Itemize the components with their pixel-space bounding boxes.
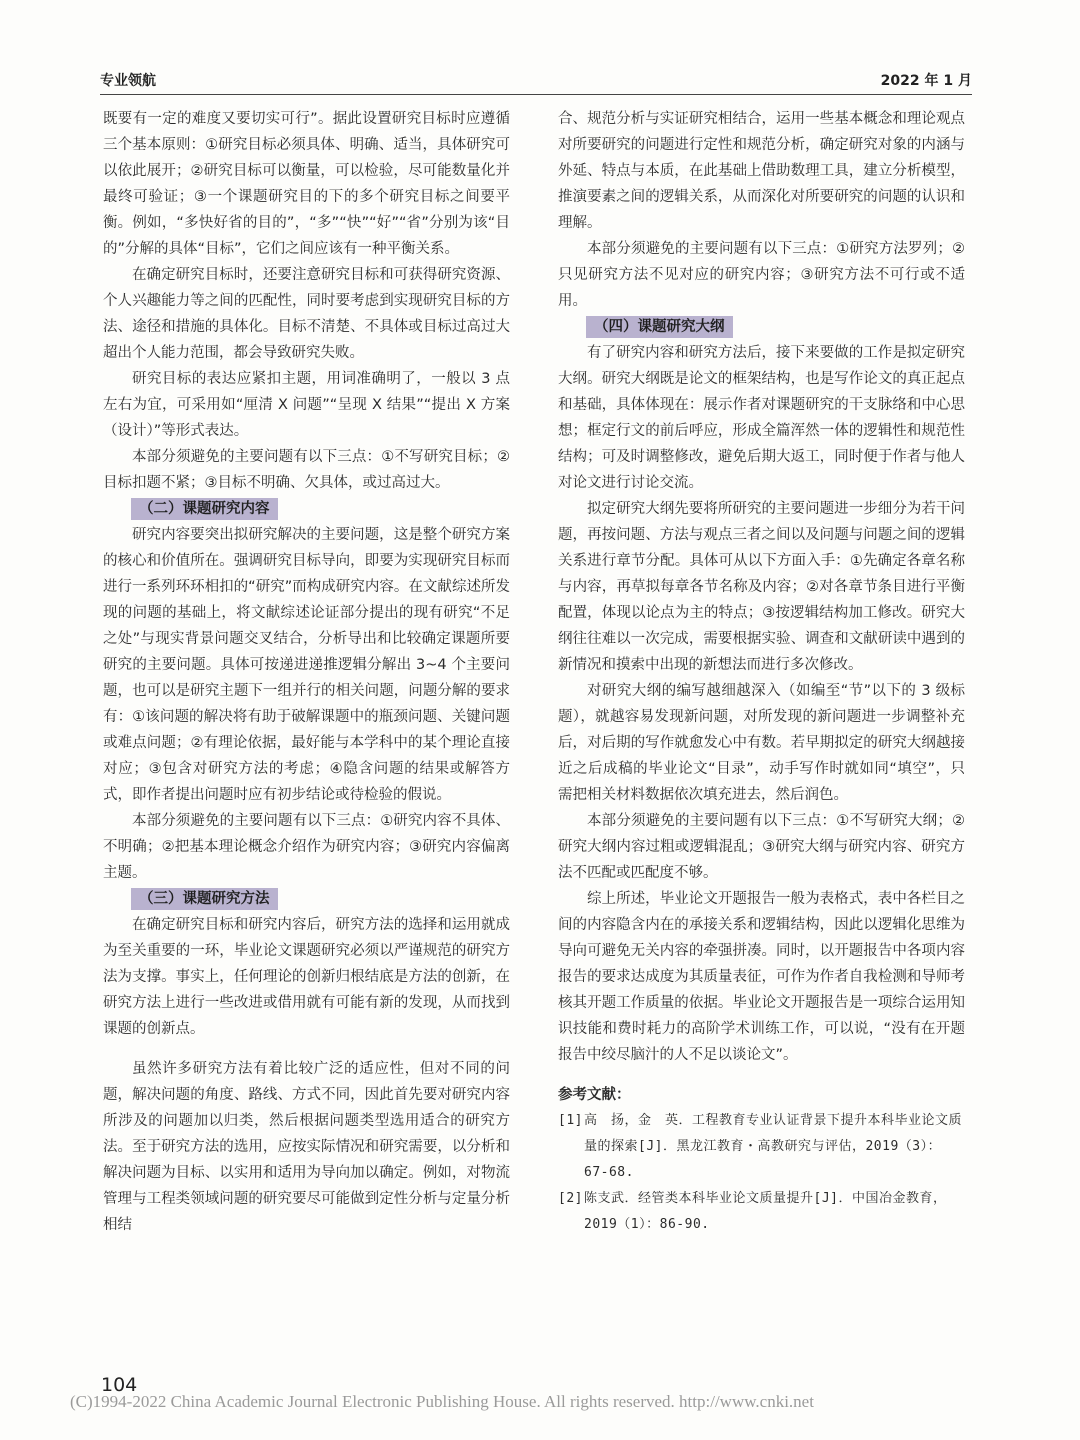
paragraph: 在确定研究目标和研究内容后，研究方法的选择和运用就成为至关重要的一环，毕业论文课题研究必须以严谨规范的研究方法为支撑。事实上，任何理论的创新归根结底是方法的创新，在研究方法上进行一些改进或借用就有可能有新的发现，从而找到课题的创新点。 bbox=[103, 917, 510, 1037]
section-heading-research-method: （三）课题研究方法 bbox=[131, 888, 278, 910]
paragraph: 本部分须避免的主要问题有以下三点：①研究方法罗列；②只见研究方法不见对应的研究内容；③研究方法不可行或不适用。 bbox=[558, 241, 965, 309]
right-column bbox=[558, 106, 965, 1238]
reference-item bbox=[558, 1186, 965, 1238]
running-header bbox=[100, 66, 972, 90]
paragraph: 研究内容要突出拟研究解决的主要问题，这是整个研究方案的核心和价值所在。强调研究目标导向，即要为实现研究目标而进行一系列环环相扣的“研究”而构成研究内容。在文献综述所发现的问题的基础上，将文献综述论证部分提出的现有研究“不足之处”与现实背景问题交叉结合，分析导出和比较确定课题所要研究的主要问题。具体可按递进递推逻辑分解出 3~4 个主要问题，也可以是研究主题下一组并行的相关问题，问题分解的要求有：①该问题的解决将有助于破解课题中的瓶颈问题、关键问题或难点问题；②有理论依据，最好能与本学科中的某个理论直接对应；③包含对研究方法的考虑；④隐含问题的结果或解答方式，即作者提出问题时应有初步结论或待检验的假说。 bbox=[103, 527, 510, 803]
left-column bbox=[103, 106, 510, 1238]
issue-date: 2022 年 1 月 bbox=[880, 73, 972, 89]
paragraph-spacer bbox=[558, 1068, 965, 1082]
paragraph: 研究目标的表达应紧扣主题，用词准确明了，一般以 3 点左右为宜，可采用如“厘清 X 问题”“呈现 X 结果”“提出 X 方案（设计）”等形式表达。 bbox=[103, 371, 510, 439]
paragraph: 虽然许多研究方法有着比较广泛的适应性，但对不同的问题，解决问题的角度、路线、方式不同，因此首先要对研究内容所涉及的问题加以归类，然后根据问题类型选用适合的研究方法。至于研究方法的选用，应按实际情况和研究需要，以分析和解决问题为目标、以实用和适用为导向加以确定。例如，对物流管理与工程类领域问题的研究要尽可能做到定性分析与定量分析相结 bbox=[103, 1061, 510, 1233]
reference-number: [1] bbox=[558, 1113, 583, 1128]
page-number: 104 bbox=[101, 1374, 138, 1396]
paragraph: 拟定研究大纲先要将所研究的主要问题进一步细分为若干问题，再按问题、方法与观点三者之间以及问题与问题之间的逻辑关系进行章节分配。具体可从以下方面入手：①先确定各章名称与内容，再草拟每章各节名称及内容；②对各章节条目进行平衡配置，体现以论点为主的特点；③按逻辑结构加工修改。研究大纲往往难以一次完成，需要根据实验、调查和文献研读中遇到的新情况和摸索中出现的新想法而进行多次修改。 bbox=[558, 501, 965, 673]
paragraph: 综上所述，毕业论文开题报告一般为表格式，表中各栏目之间的内容隐含内在的承接关系和逻辑结构，因此以逻辑化思维为导向可避免无关内容的牵强拼凑。同时，以开题报告中各项内容报告的要求达成度为其质量表征，可作为作者自我检测和导师考核其开题工作质量的依据。毕业论文开题报告是一项综合运用知识技能和费时耗力的高阶学术训练工作，可以说，“没有在开题报告中绞尽脑汁的人不足以谈论文”。 bbox=[558, 891, 965, 1063]
reference-number: [2] bbox=[558, 1191, 583, 1206]
copyright-watermark: (C)1994-2022 China Academic Journal Electronic Publishing House. All rights reserved. http://www.cnki.net bbox=[70, 1392, 814, 1411]
paragraph: 本部分须避免的主要问题有以下三点：①不写研究大纲；②研究大纲内容过粗或逻辑混乱；③研究大纲与研究内容、研究方法不匹配或匹配度不够。 bbox=[558, 813, 965, 881]
paragraph: 在确定研究目标时，还要注意研究目标和可获得研究资源、个人兴趣能力等之间的匹配性，同时要考虑到实现研究目标的方法、途径和措施的具体化。目标不清楚、不具体或目标过高过大超出个人能力范围，都会导致研究失败。 bbox=[103, 267, 510, 361]
section-heading-research-outline: （四）课题研究大纲 bbox=[586, 316, 733, 338]
paragraph: 合、规范分析与实证研究相结合，运用一些基本概念和理论观点对所要研究的问题进行定性和规范分析，确定研究对象的内涵与外延、特点与本质，在此基础上借助数理工具，建立分析模型，推演要素之间的逻辑关系，从而深化对所要研究的问题的认识和理解。 bbox=[558, 111, 965, 231]
journal-section-title: 专业领航 bbox=[100, 73, 156, 89]
paragraph: 既要有一定的难度又要切实可行”。据此设置研究目标时应遵循三个基本原则：①研究目标必须具体、明确、适当，具体研究可以依此展开；②研究目标可以衡量，可以检验，尽可能数量化并最终可验证；③一个课题研究目的下的多个研究目标之间要平衡。例如，“多快好省的目的”，“多”“快”“好”“省”分别为该“目的”分解的具体“目标”，它们之间应该有一种平衡关系。 bbox=[103, 111, 510, 257]
references-title: 参考文献： bbox=[558, 1087, 631, 1103]
paragraph-spacer bbox=[103, 1042, 510, 1056]
header-rule bbox=[100, 94, 972, 95]
paragraph: 本部分须避免的主要问题有以下三点：①不写研究目标；②目标扣题不紧；③目标不明确、欠具体，或过高过大。 bbox=[103, 449, 510, 491]
reference-text: 陈支武．经管类本科毕业论文质量提升[J]．中国冶金教育，2019（1）：86-90. bbox=[584, 1191, 947, 1232]
reference-text: 高 扬，金 英．工程教育专业认证背景下提升本科毕业论文质量的探索[J]．黑龙江教育・高教研究与评估，2019（3）：67-68. bbox=[584, 1113, 963, 1180]
reference-item bbox=[558, 1108, 965, 1186]
section-heading-research-content: （二）课题研究内容 bbox=[131, 498, 278, 520]
paragraph: 本部分须避免的主要问题有以下三点：①研究内容不具体、不明确；②把基本理论概念介绍作为研究内容；③研究内容偏离主题。 bbox=[103, 813, 510, 881]
paragraph: 有了研究内容和研究方法后，接下来要做的工作是拟定研究大纲。研究大纲既是论文的框架结构，也是写作论文的真正起点和基础，具体体现在：展示作者对课题研究的干支脉络和中心思想；框定行文的前后呼应，形成全篇浑然一体的逻辑性和规范性结构；可及时调整修改，避免后期大返工，同时便于作者与他人对论文进行讨论交流。 bbox=[558, 345, 965, 491]
paragraph: 对研究大纲的编写越细越深入（如编至“节”以下的 3 级标题），就越容易发现新问题，对所发现的新问题进一步调整补充后，对后期的写作就愈发心中有数。若早期拟定的研究大纲越接近之后成稿的毕业论文“目录”，动手写作时就如同“填空”，只需把相关材料数据依次填充进去，然后润色。 bbox=[558, 683, 965, 803]
